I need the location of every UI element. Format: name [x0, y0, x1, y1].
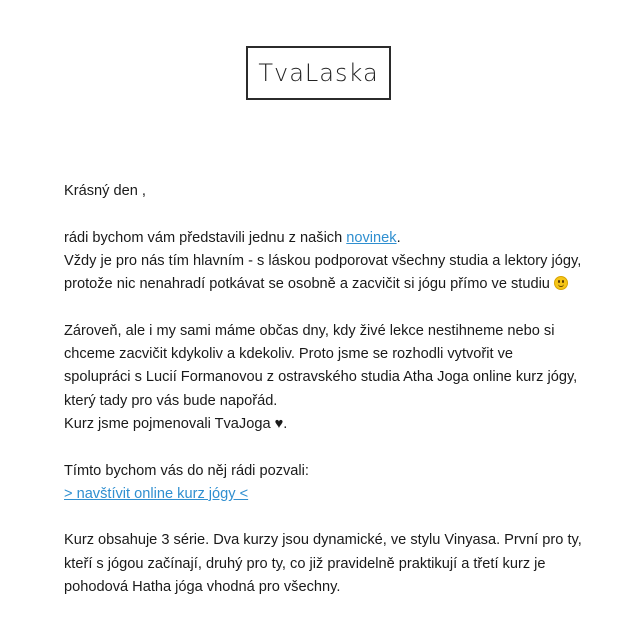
intro-line-3-text: protože nic nenahradí potkávat se osobně a zacvičit si jógu přímo ve studiu	[64, 276, 554, 293]
visit-online-course-link[interactable]: > navštívit online kurz jógy <	[64, 485, 249, 502]
story-line-4: který tady pro vás bude napořád.	[64, 392, 278, 409]
story-line-2: chceme zacvičit kdykoliv a kdekoliv. Proto jsme se rozhodli vytvořit ve	[64, 346, 514, 363]
intro-line-3	[64, 273, 584, 296]
invite-text: Tímto bychom vás do něj rádi pozvali:	[64, 462, 309, 479]
invite-paragraph	[64, 460, 584, 507]
email-body	[64, 180, 584, 623]
intro-line-1-end: .	[396, 229, 401, 246]
course-line-3: pohodová Hatha jóga vhodná pro všechny.	[64, 579, 341, 596]
intro-line-1	[64, 227, 584, 250]
story-line-3: spolupráci s Lucií Formanovou z ostravského studia Atha Joga online kurz jógy,	[64, 369, 578, 386]
cta-line	[64, 483, 584, 506]
brand-logo[interactable]	[246, 46, 391, 100]
course-line-2: kteří s jógou začínají, druhý pro ty, co již pravidelně praktikují a třetí kurz je	[64, 555, 546, 572]
news-link[interactable]: novinek	[346, 229, 397, 246]
slightly-smiling-face-icon	[554, 276, 568, 290]
course-line-1: Kurz obsahuje 3 série. Dva kurzy jsou dynamické, ve stylu Vinyasa. První pro ty,	[64, 532, 582, 549]
greeting: Krásný den ,	[64, 183, 146, 199]
intro-line-1-text: rádi bychom vám představili jednu z našich	[64, 229, 347, 246]
story-line-5: Kurz jsme pojmenovali TvaJoga ♥.	[64, 415, 288, 432]
course-paragraph	[64, 529, 584, 599]
story-paragraph	[64, 320, 584, 436]
intro-paragraph	[64, 227, 584, 297]
greeting-paragraph	[64, 180, 584, 203]
brand-logo-text: TvaLaska	[258, 59, 379, 87]
intro-line-2: Vždy je pro nás tím hlavním - s láskou podporovat všechny studia a lektory jógy,	[64, 252, 582, 269]
story-line-1: Zároveň, ale i my sami máme občas dny, kdy živé lekce nestihneme nebo si	[64, 322, 555, 339]
